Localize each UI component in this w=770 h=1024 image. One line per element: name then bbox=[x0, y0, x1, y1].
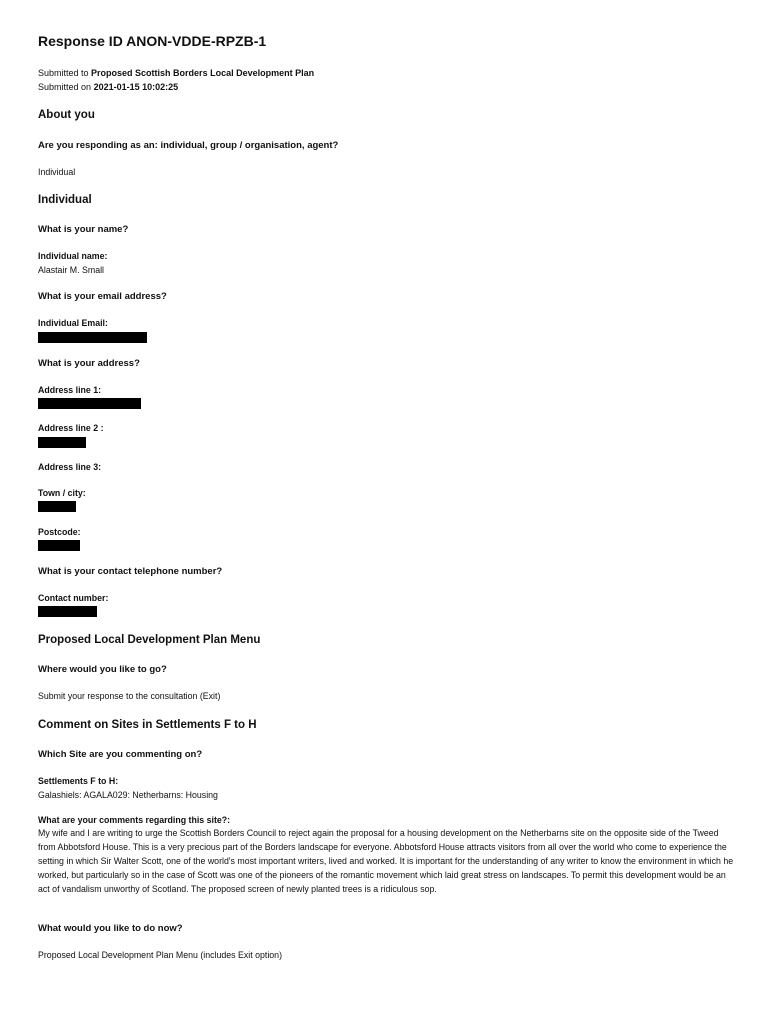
email-label: Individual Email: bbox=[38, 318, 108, 328]
comments-label: What are your comments regarding this site?: bbox=[38, 815, 231, 825]
phone-label: Contact number: bbox=[38, 593, 109, 603]
site-question: Which Site are you commenting on? bbox=[38, 749, 203, 760]
address-line2-label: Address line 2 : bbox=[38, 423, 104, 433]
about-you-heading: About you bbox=[38, 109, 95, 121]
phone-redaction bbox=[38, 606, 97, 617]
name-value: Alastair M. Small bbox=[38, 265, 104, 275]
settlements-label: Settlements F to H: bbox=[38, 776, 119, 786]
next-step-answer: Proposed Local Development Plan Menu (includes Exit option) bbox=[38, 950, 283, 960]
individual-heading: Individual bbox=[38, 194, 92, 206]
address-line1-label: Address line 1: bbox=[38, 385, 102, 395]
menu-question: Where would you like to go? bbox=[38, 664, 167, 675]
submitted-on-value: 2021-01-15 10:02:25 bbox=[93, 82, 179, 92]
name-label: Individual name: bbox=[38, 251, 108, 261]
sites-heading: Comment on Sites in Settlements F to H bbox=[38, 719, 257, 731]
address-line1-redaction bbox=[38, 398, 141, 409]
next-step-question: What would you like to do now? bbox=[38, 923, 183, 934]
response-title: Response ID ANON-VDDE-RPZB-1 bbox=[38, 33, 267, 49]
respondent-type-question: Are you responding as an: individual, group / organisation, agent? bbox=[38, 140, 339, 151]
address-question: What is your address? bbox=[38, 358, 140, 369]
email-redaction bbox=[38, 332, 147, 343]
menu-heading: Proposed Local Development Plan Menu bbox=[38, 634, 261, 646]
submitted-on-line bbox=[38, 82, 178, 92]
postcode-redaction bbox=[38, 540, 80, 551]
town-redaction bbox=[38, 501, 76, 512]
submitted-on-label: Submitted on bbox=[38, 82, 92, 92]
name-question: What is your name? bbox=[38, 224, 129, 235]
settlements-value: Galashiels: AGALA029: Netherbarns: Housing bbox=[38, 790, 218, 800]
postcode-label: Postcode: bbox=[38, 527, 81, 537]
comments-text: My wife and I are writing to urge the Scottish Borders Council to reject again the proposal for a housing development on the Netherbarns site on the opposite side of the Tweed from Abbotsford House. This is a very precious part of the Borders landscape for everyone. Abbotsford House attracts visitors from all over the world who come to experience the setting in which Sir Walter Scott, one of the world's most important writers, lived and worked. It is important for the understanding of any writer to know the environment in which he worked, but particularly so in the case of Scott was one of the pioneers of the romantic movement which laid great stress on landscapes. To permit this development would be an act of vandalism unworthy of Scotland. The proposed screen of newly planted trees is a ridiculous sop. bbox=[38, 828, 734, 894]
address-line2-redaction bbox=[38, 437, 86, 448]
phone-question: What is your contact telephone number? bbox=[38, 566, 223, 577]
submitted-to-line bbox=[38, 68, 314, 78]
address-line3-label: Address line 3: bbox=[38, 462, 102, 472]
email-question: What is your email address? bbox=[38, 291, 167, 302]
menu-answer: Submit your response to the consultation (Exit) bbox=[38, 691, 221, 701]
town-label: Town / city: bbox=[38, 488, 86, 498]
submitted-to-value: Proposed Scottish Borders Local Development Plan bbox=[91, 68, 315, 78]
respondent-type-answer: Individual bbox=[38, 167, 76, 177]
submitted-to-label: Submitted to bbox=[38, 68, 89, 78]
